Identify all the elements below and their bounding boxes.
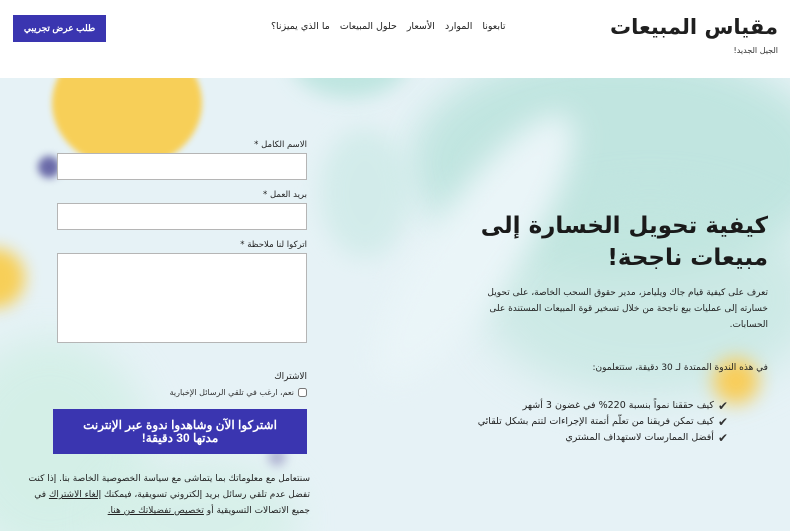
bullet-text: أفضل الممارسات لاستهداف المشتري <box>565 432 714 443</box>
main-nav <box>271 21 506 32</box>
bullet-text: كيف حققنا نمواً بنسبة 220% في غضون 3 أشهر <box>522 400 714 411</box>
full-name-input[interactable] <box>57 153 307 180</box>
list-item <box>478 414 728 430</box>
check-icon: ✔ <box>717 399 728 413</box>
decorative-blob <box>320 128 410 258</box>
decorative-blob <box>0 248 25 308</box>
note-group <box>57 240 307 343</box>
subscribe-submit-button[interactable]: اشتركوا الآن وشاهدوا ندوة عبر الإنترنت مدتها 30 دقيقة! <box>53 409 307 454</box>
bullet-text: كيف تمكن فريقنا من تعلّم أتمتة الإجراءات لتتم بشكل تلقائي <box>477 416 714 427</box>
email-group <box>57 190 307 230</box>
unsubscribe-link[interactable]: إلغاء الاشتراك <box>48 490 102 500</box>
list-item <box>478 398 728 414</box>
benefits-list <box>478 398 728 446</box>
nav-item-resources[interactable]: الموارد <box>444 21 473 32</box>
hero-description: تعرف على كيفية قيام جاك ويليامز، مدير حقوق السحب الخاصة، على تحويل خسارته إلى عمليات بيع ناجحة من خلال تسخير قوة المبيعات المستندة على الحسابات. <box>487 288 768 330</box>
nav-item-sales-solutions[interactable]: حلول المبيعات <box>339 21 397 32</box>
note-label: اتركوا لنا ملاحظة * <box>240 240 307 250</box>
full-name-label: الاسم الكامل * <box>254 140 307 150</box>
note-textarea[interactable] <box>57 253 307 343</box>
check-icon: ✔ <box>717 415 728 429</box>
brand[interactable] <box>610 14 778 55</box>
nav-item-follow-us[interactable]: تابعونا <box>482 21 506 32</box>
work-email-label: بريد العمل * <box>263 190 307 200</box>
site-header <box>0 0 790 78</box>
check-icon: ✔ <box>717 431 728 445</box>
nav-item-what-sets-us-apart[interactable]: ما الذي يميزنا؟ <box>271 21 330 32</box>
full-name-group <box>57 140 307 180</box>
privacy-text-1: سنتعامل مع معلوماتك بما يتماشى مع سياسة الخصوصية الخاصة بنا. إذا كنت تفضل عدم تلقي رسائل بريد إلكتروني تسويقية، فيمكنك <box>28 474 310 500</box>
page-headline: كيفية تحويل الخسارة إلى مبيعات ناجحة! <box>480 213 768 271</box>
nav-item-pricing[interactable]: الأسعار <box>406 21 435 32</box>
privacy-text-2: في جميع الاتصالات التسويقية أو <box>34 490 310 516</box>
signup-form <box>57 140 307 353</box>
brand-tagline: الجيل الجديد! <box>733 46 778 55</box>
brand-title[interactable]: مقياس المبيعات <box>609 15 778 39</box>
work-email-input[interactable] <box>57 203 307 230</box>
newsletter-checkbox[interactable] <box>298 388 307 397</box>
privacy-notice <box>22 471 310 519</box>
newsletter-option[interactable] <box>57 388 307 397</box>
newsletter-checkbox-label: نعم، ارغب في تلقي الرسائل الإخبارية <box>169 388 294 397</box>
subscription-title: الاشتراك <box>274 372 307 382</box>
request-demo-button[interactable]: طلب عرض تجريبي <box>13 15 106 42</box>
learn-title: في هذه الندوة الممتدة لـ 30 دقيقة، ستتعلمون: <box>592 363 768 373</box>
list-item <box>478 430 728 446</box>
customize-preferences-link[interactable]: تخصيص تفضيلاتك من هنا. <box>107 506 204 516</box>
decorative-blob <box>290 78 410 98</box>
